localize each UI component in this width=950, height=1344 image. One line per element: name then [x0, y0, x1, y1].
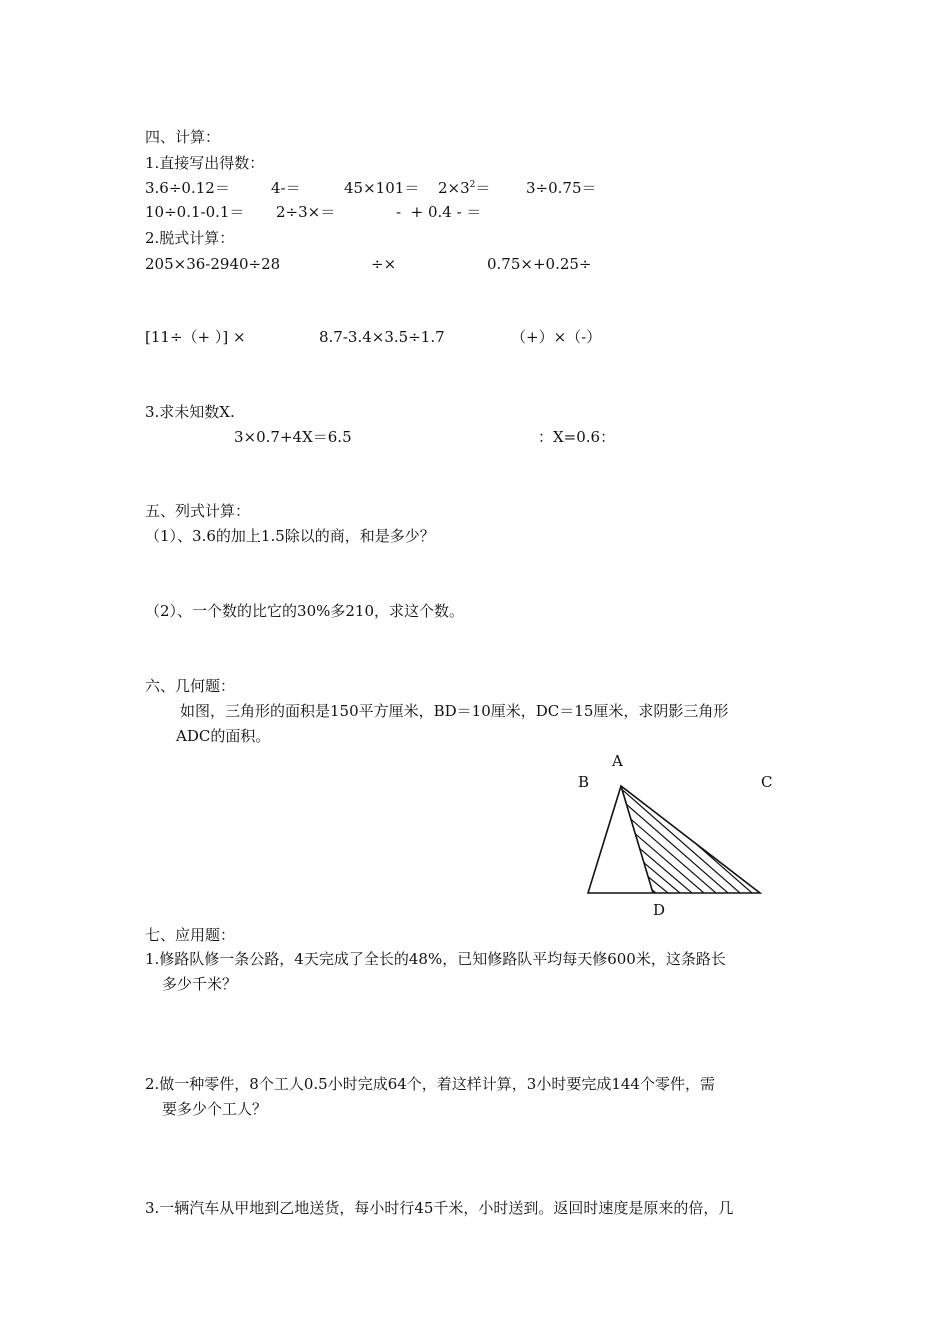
calc-item: 3÷0.75＝ [526, 179, 597, 197]
equation-item: ：X=0.6： [538, 428, 616, 446]
equation-item: 3×0.7+4X＝6.5 [234, 428, 352, 446]
section-5-question: （1）、3.6的加上1.5除以的商，和是多少？ [145, 527, 435, 545]
calc-item: 10÷0.1-0.1＝ [145, 203, 245, 221]
application-question-line: 2.做一种零件，8个工人0.5小时完成64个，着这样计算，3小时要完成144个零件，需 [145, 1075, 715, 1093]
application-question-line: 多少千米？ [162, 975, 238, 993]
geometry-question-line: ADC的面积。 [176, 727, 271, 745]
expr-item: 205×36-2940÷28 [145, 255, 281, 273]
calc-item: 2÷3×＝ [276, 203, 336, 221]
q2-title: 2.脱式计算： [145, 229, 235, 247]
power-equals: ＝ [475, 179, 491, 197]
section-5-question: （2）、一个数的比它的30%多210，求这个数。 [145, 602, 465, 620]
q1-title: 1.直接写出得数： [145, 154, 265, 172]
vertex-label-d: D [653, 901, 666, 919]
vertex-label-c: C [761, 773, 773, 791]
expr-item: （+）×（-） [511, 328, 602, 346]
expr-item: 8.7-3.4×3.5÷1.7 [319, 328, 445, 346]
application-question-line: 要多少个工人？ [162, 1100, 268, 1118]
calc-item: 3.6÷0.12＝ [145, 179, 230, 197]
shading-hatch [618, 786, 752, 893]
section-6-heading: 六、几何题： [145, 677, 236, 695]
calc-item: 45×101＝ [344, 179, 420, 197]
calc-item: - + 0.4 - ＝ [396, 203, 482, 221]
q3-title: 3.求未知数X. [145, 403, 235, 421]
expr-item: 0.75×+0.25÷ [487, 255, 592, 273]
application-question-line: 1.修路队修一条公路，4天完成了全长的48%，已知修路队平均每天修600米，这条路长 [145, 950, 726, 968]
expr-item: [11÷（+ ）] × [145, 328, 246, 346]
application-question-line: 3.一辆汽车从甲地到乙地送货，每小时行45千米，小时送到。返回时速度是原来的倍，几 [145, 1199, 734, 1217]
section-4-heading: 四、计算： [145, 128, 221, 146]
power-exponent: 2 [469, 180, 476, 190]
section-7-heading: 七、应用题： [145, 926, 236, 944]
power-base: 2×3 [438, 179, 470, 197]
geometry-question-line: 如图，三角形的面积是150平方厘米，BD＝10厘米，DC＝15厘米，求阴影三角形 [180, 702, 729, 720]
vertex-label-b: B [578, 773, 590, 791]
section-5-heading: 五、列式计算： [145, 502, 251, 520]
calc-item: 4-＝ [271, 179, 301, 197]
vertex-label-a: A [612, 752, 623, 770]
expr-item: ÷× [371, 255, 397, 273]
